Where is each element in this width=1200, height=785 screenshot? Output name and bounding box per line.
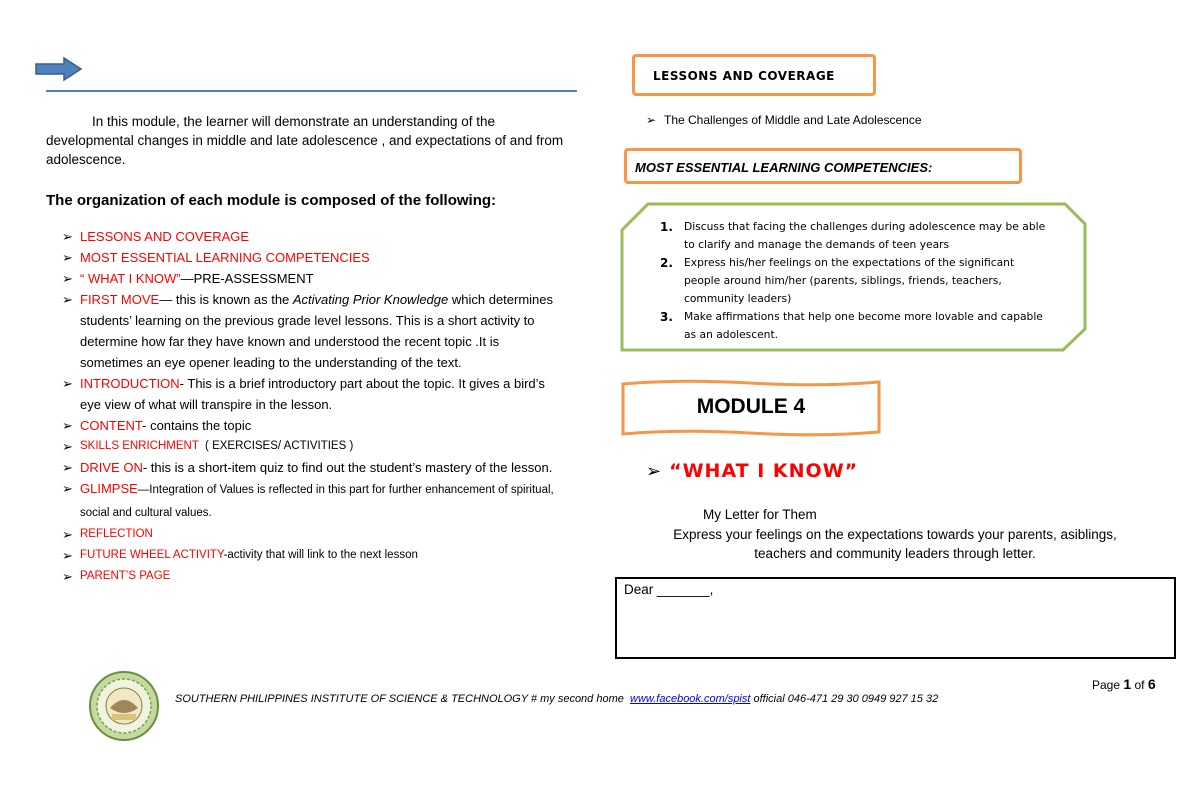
intro-paragraph: In this module, the learner will demonstrate an understanding of the developmental changes in middle and late adolescence , and expectations of and from adolescence. bbox=[46, 114, 564, 167]
competencies-heading: MOST ESSENTIAL LEARNING COMPETENCIES: bbox=[624, 148, 1022, 184]
list-item: ➢ DRIVE ON- this is a short-item quiz to find out the student’s mastery of the lesson. bbox=[62, 460, 553, 475]
letter-title: My Letter for Them bbox=[703, 507, 817, 522]
lessons-heading: LESSONS AND COVERAGE bbox=[632, 54, 876, 96]
list-item: ➢ CONTENT- contains the topic bbox=[62, 418, 252, 433]
list-item: ➢ GLIMPSE—Integration of Values is reflected in this part for further enhancement of spiritual, social and cultural values. bbox=[62, 481, 554, 519]
list-item: ➢ FIRST MOVE— this is known as the Activating Prior Knowledge which determines students’ learning on the previous grade level lessons. This is a short activity to determine how far they have known and understood the recent topic .It is sometimes an eye opener leading to the understanding of the text. bbox=[62, 292, 554, 370]
list-item: ➢ INTRODUCTION- This is a brief introductory part about the topic. It gives a bird’s eye view of what will transpire in the lesson. bbox=[62, 376, 545, 412]
list-item: ➢ FUTURE WHEEL ACTIVITY-activity that will link to the next lesson bbox=[62, 548, 418, 563]
letter-instruction: Express your feelings on the expectations towards your parents, asiblings, teachers and community leaders through letter. bbox=[673, 527, 1117, 561]
list-item: ➢ REFLECTION bbox=[62, 527, 153, 542]
lesson-item: ➢ The Challenges of Middle and Late Adolescence bbox=[646, 113, 922, 127]
list-item: ➢ LESSONS AND COVERAGE bbox=[62, 229, 250, 244]
competencies-list bbox=[660, 218, 1050, 344]
organization-title: The organization of each module is composed of the following: bbox=[46, 192, 497, 209]
competency-item: 3. Make affirmations that help one become more lovable and capable as an adolescent. bbox=[660, 310, 1043, 341]
school-seal-logo bbox=[88, 670, 160, 742]
module-title: MODULE 4 bbox=[696, 395, 806, 418]
arrowhead-icon: ➢ bbox=[646, 460, 662, 481]
list-item: ➢ “ WHAT I KNOW”—PRE-ASSESSMENT bbox=[62, 271, 314, 286]
organization-list bbox=[62, 226, 562, 587]
page-number: Page 1 of 6 bbox=[1092, 676, 1156, 692]
list-item: ➢ PARENT’S PAGE bbox=[62, 569, 171, 584]
right-arrow-icon bbox=[34, 56, 84, 82]
list-item: ➢ MOST ESSENTIAL LEARNING COMPETENCIES bbox=[62, 250, 370, 265]
what-i-know-heading: ➢ “WHAT I KNOW” bbox=[646, 460, 859, 482]
facebook-link[interactable]: www.facebook.com/spist bbox=[630, 693, 751, 705]
header-rule bbox=[46, 90, 577, 92]
competency-item: 2. Express his/her feelings on the expectations of the significant people around him/her (parents, siblings, friends, teachers, community leaders) bbox=[660, 256, 1015, 305]
list-item: ➢ SKILLS ENRICHMENT ( EXERCISES/ ACTIVITIES ) bbox=[62, 439, 354, 454]
competency-item: 1. Discuss that facing the challenges during adolescence may be able to clarify and manage the demands of teen years bbox=[660, 220, 1046, 251]
footer: SOUTHERN PHILIPPINES INSTITUTE OF SCIENCE & TECHNOLOGY # my second home www.facebook.com/spist official 046-471 29 30 0949 927 15 32 bbox=[175, 693, 939, 705]
dear-line: Dear _______, bbox=[624, 582, 714, 597]
